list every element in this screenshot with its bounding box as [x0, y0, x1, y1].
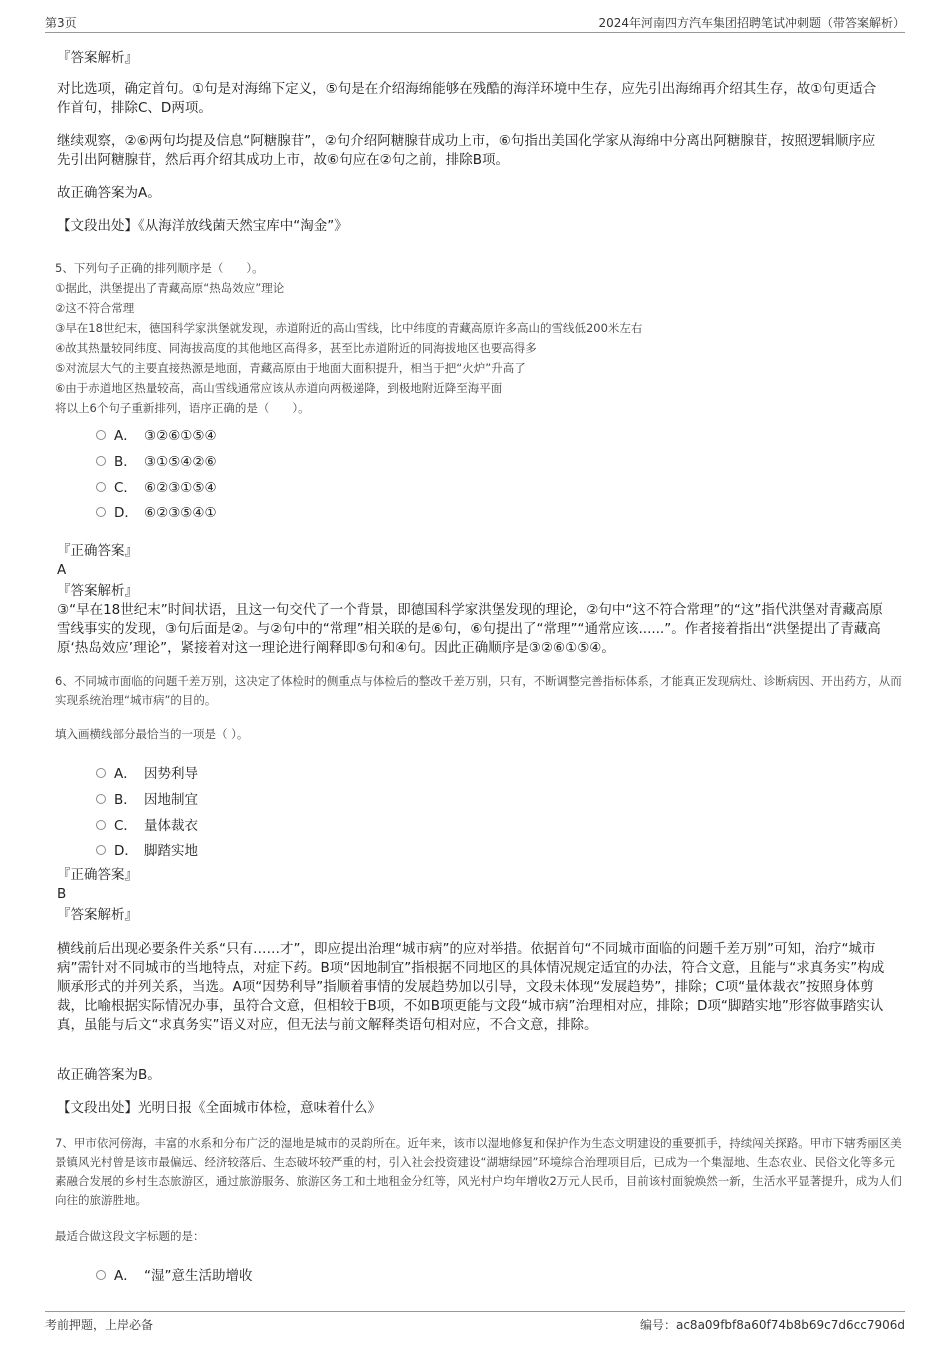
document-code: 编号：ac8a09fbf8a60f74b8b69c7d6cc7906d	[639, 1318, 905, 1332]
radio-icon[interactable]	[96, 845, 106, 855]
document-title: 2024年河南四方汽车集团招聘笔试冲刺题（带答案解析）	[598, 16, 905, 30]
q4-analysis-p1: 对比选项，确定首句。①句是对海绵下定义，⑤句是在介绍海绵能够在残酷的海洋环境中生存，应先引出海绵再介绍其生存，故①句更适合作首句，排除C、D两项。	[57, 81, 877, 116]
q4-conclusion: 故正确答案为A。	[57, 185, 161, 201]
page-footer	[45, 1311, 905, 1334]
radio-icon[interactable]	[96, 482, 106, 492]
radio-icon[interactable]	[96, 430, 106, 440]
page-header	[45, 14, 905, 33]
q6-option-a[interactable]: A． 因势利导	[96, 762, 198, 782]
q5-prompt: 将以上6个句子重新排列，语序正确的是（ ）。	[55, 401, 310, 415]
q5-sentence-1: ①据此，洪堡提出了青藏高原“热岛效应”理论	[55, 281, 285, 295]
q5-analysis: ③“早在18世纪末”时间状语，且这一句交代了一个背景，即德国科学家洪堡发现的理论，②句中“这不符合常理”的“这”指代洪堡对青藏高原雪线事实的发现，③句后面是②。与②句中的“常理”相关联的是⑥句，⑥句提出了“常理”“通常应该......”。作者接着指出“洪堡提出了青藏高原‘热岛效应’理论”，紧接着对这一理论进行阐释即⑤句和④句。因此正确顺序是③②⑥①⑤④。	[57, 602, 883, 656]
q5-sentence-6: ⑥由于赤道地区热量较高，高山雪线通常应该从赤道向两极递降，到极地附近降至海平面	[55, 381, 503, 395]
q5-sentence-5: ⑤对流层大气的主要直接热源是地面，青藏高原由于地面大面积提升，相当于把“火炉”升高了	[55, 361, 526, 375]
page-number: 第3页	[45, 16, 77, 30]
radio-icon[interactable]	[96, 768, 106, 778]
q6-option-b[interactable]: B． 因地制宜	[96, 788, 198, 808]
q5-answer: A	[57, 562, 67, 578]
q5-answer-label: 『正确答案』	[57, 543, 138, 559]
q5-sentence-4: ④故其热量较同纬度、同海拔高度的其他地区高得多，甚至比赤道附近的同海拔地区也要高得多	[55, 341, 537, 355]
q6-stem: 6、不同城市面临的问题千差万别，这决定了体检时的侧重点与体检后的整改千差万别，只有，不断调整完善指标体系，才能真正发现病灶、诊断病因、开出药方，从而实现系统治理“城市病”的目的。	[55, 674, 902, 707]
radio-icon[interactable]	[96, 456, 106, 466]
q5-option-b[interactable]: B． ③①⑤④②⑥	[96, 450, 217, 470]
q6-option-c[interactable]: C． 量体裁衣	[96, 814, 198, 834]
q6-analysis-label: 『答案解析』	[57, 907, 138, 923]
q6-option-d[interactable]: D． 脚踏实地	[96, 839, 198, 859]
q5-analysis-label: 『答案解析』	[57, 583, 138, 599]
q4-analysis-label: 『答案解析』	[57, 50, 138, 66]
radio-icon[interactable]	[96, 507, 106, 517]
q6-answer: B	[57, 886, 67, 902]
q5-stem: 5、下列句子正确的排列顺序是（ ）。	[55, 261, 264, 275]
radio-icon[interactable]	[96, 1270, 106, 1280]
q7-option-a[interactable]: A． “湿”意生活助增收	[96, 1264, 253, 1284]
q6-conclusion: 故正确答案为B。	[57, 1067, 161, 1083]
q6-answer-label: 『正确答案』	[57, 867, 138, 883]
q4-analysis-p2: 继续观察，②⑥两句均提及信息“阿糖腺苷”，②句介绍阿糖腺苷成功上市，⑥句指出美国化学家从海绵中分离出阿糖腺苷，按照逻辑顺序应先引出阿糖腺苷，然后再介绍其成功上市，故⑥句应在②句之前，排除B项。	[57, 133, 876, 168]
q5-option-c[interactable]: C． ⑥②③①⑤④	[96, 476, 217, 496]
q6-analysis: 横线前后出现必要条件关系“只有……才”，即应提出治理“城市病”的应对举措。依据首句“不同城市面临的问题千差万别”可知，治疗“城市病”需针对不同城市的当地特点，对症下药。B项“因地制宜”指根据不同地区的具体情况规定适宜的办法，符合文意，且能与“求真务实”构成顺承形式的并列关系，当选。A项“因势利导”指顺着事情的发展趋势加以引导，文段未体现“发展趋势”，排除；C项“量体裁衣”按照身体剪裁，比喻根据实际情况办事，虽符合文意，但相较于B项，不如B项更能与文段“城市病”治理相对应，排除；D项“脚踏实地”形容做事踏实认真，虽能与后文“求真务实”语义对应，但无法与前文解释类语句相对应，不合文意，排除。	[57, 941, 885, 1033]
q6-source: 【文段出处】光明日报《全面城市体检，意味着什么》	[57, 1100, 381, 1116]
q4-source: 【文段出处】《从海洋放线菌天然宝库中“淘金”》	[57, 218, 348, 234]
q5-option-d[interactable]: D． ⑥②③⑤④①	[96, 501, 217, 521]
radio-icon[interactable]	[96, 820, 106, 830]
q6-prompt: 填入画横线部分最恰当的一项是（ ）。	[55, 727, 249, 741]
radio-icon[interactable]	[96, 794, 106, 804]
q5-option-a[interactable]: A． ③②⑥①⑤④	[96, 424, 217, 444]
q5-sentence-2: ②这不符合常理	[55, 301, 135, 315]
footer-slogan: 考前押题，上岸必备	[45, 1318, 154, 1332]
q7-stem: 7、甲市依河傍海，丰富的水系和分布广泛的湿地是城市的灵韵所在。近年来，该市以湿地修复和保护作为生态文明建设的重要抓手，持续闯关探路。甲市下辖秀丽区美景镇风光村曾是该市最偏远、经济较落后、生态破坏较严重的村，引入社会投资建设“湖塘绿园”环境综合治理项目后，已成为一个集湿地、生态农业、民俗文化等多元素融合发展的乡村生态旅游区，通过旅游服务、旅游区务工和土地租金分红等，风光村户均年增收2万元人民币，目前该村面貌焕然一新，生活水平显著提升，成为人们向往的旅游胜地。	[55, 1136, 902, 1207]
q7-prompt: 最适合做这段文字标题的是：	[55, 1229, 205, 1243]
q5-sentence-3: ③早在18世纪末，德国科学家洪堡就发现，赤道附近的高山雪线，比中纬度的青藏高原许多高山的雪线低200米左右	[55, 321, 643, 335]
